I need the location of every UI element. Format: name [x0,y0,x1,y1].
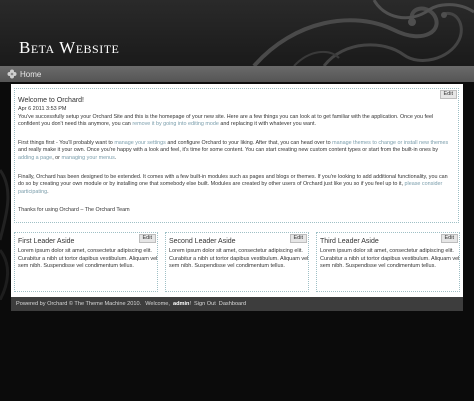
paragraph-text: and replacing it with whatever you want. [218,121,317,128]
main-date: Apr 6 2011 3:53 PM [18,106,67,112]
username: admin [172,301,190,307]
paragraph-text: You've successfully setup your Orchard Site and this is the homepage of your new site. Here are a few things you can look at to get familiar with the application. Once you feel confident you don't need this anymore, you can [18,114,434,128]
aside-title: Second Leader Aside [169,238,236,245]
flower-icon [7,69,17,79]
paragraph-text: and really make it your own. Once you're happy with a look and feel, it's time for some content. You can start creating new custom content types or start from the built-in ones by [18,147,439,154]
aside-edit-button[interactable]: Edit [139,234,156,243]
managing-menus-link[interactable]: managing your menus [61,154,115,161]
aside-zone-second [165,232,309,292]
aside-body: Lorem ipsum dolor sit amet, consectetur adipiscing elit. Curabitur a nibh ut tortor dapibus vestibulum. Aliquam vel sem nibh. Suspendisse vel condimentum tellus. [320,248,460,270]
remove-editing-link[interactable]: remove it by going into editing mode [132,121,219,128]
paragraph-first-things [18,140,455,162]
main-content-zone [14,88,459,223]
paragraph-text: , or [52,154,62,161]
paragraph-text: . [114,154,117,161]
aside-zone-third [316,232,460,292]
aside-title: First Leader Aside [18,238,75,245]
sign-out-link[interactable]: Sign Out [194,301,216,307]
aside-edit-button[interactable]: Edit [290,234,307,243]
site-header [0,0,474,66]
dashboard-link[interactable]: Dashboard [218,301,247,307]
aside-body: Lorem ipsum dolor sit amet, consectetur adipiscing elit. Curabitur a nibh ut tortor dapibus vestibulum. Aliquam vel sem nibh. Suspendisse vel condimentum tellus. [18,248,158,270]
paragraph-intro [18,114,455,129]
site-footer [11,297,463,311]
decorative-swirl-icon [234,0,474,66]
paragraph-text: Finally, Orchard has been designed to be extended. It comes with a few built-in modules such as pages and blogs or themes. If you're looking to add additional functionality, you can do so by creating your own module or by installing one that somebody else built. Modules are created by other users of Orchard just like you so if you feel up to it, [18,174,448,188]
content-area [11,84,463,297]
site-title[interactable]: Beta Website [19,38,120,57]
paragraph-text: First things first - You'll probably want to [18,140,115,146]
main-nav [0,66,474,82]
aside-edit-button[interactable]: Edit [441,234,458,243]
main-edit-button[interactable]: Edit [440,90,457,99]
manage-themes-link[interactable]: manage themes to change or install new themes [332,140,449,146]
adding-page-link[interactable]: adding a page [18,154,53,161]
aside-title: Third Leader Aside [320,238,379,245]
nav-home-label: Home [20,69,42,79]
aside-zone-first [14,232,158,292]
manage-settings-link[interactable]: manage your settings [114,140,166,146]
participating-link[interactable]: please consider participating [18,181,443,195]
welcome-bang: ! [189,301,191,307]
aside-body: Lorem ipsum dolor sit amet, consectetur adipiscing elit. Curabitur a nibh ut tortor dapibus vestibulum. Aliquam vel sem nibh. Suspendisse vel condimentum tellus. [169,248,309,270]
main-title: Welcome to Orchard! [18,97,85,104]
paragraph-thanks: Thanks for using Orchard – The Orchard Team [18,207,130,213]
powered-by-text: Powered by Orchard © The Theme Machine 2010. [16,301,142,307]
nav-item-home[interactable] [7,69,41,79]
paragraph-text: and configure Orchard to your liking. After that, you can head over to [165,140,333,146]
paragraph-finally [18,174,455,196]
welcome-text: Welcome, [145,301,170,307]
paragraph-text: . [47,188,49,195]
